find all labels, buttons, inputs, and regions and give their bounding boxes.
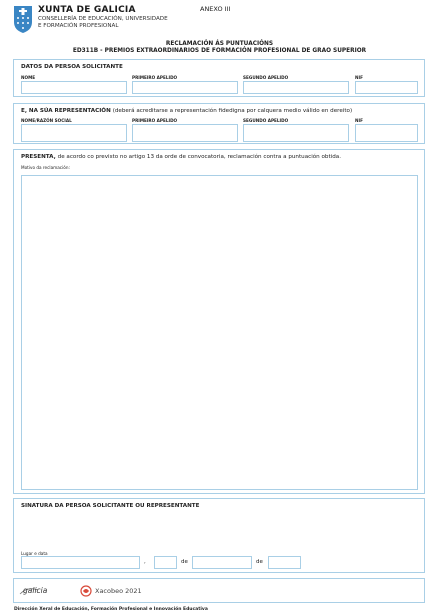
claim-reason-label: Motivo da reclamación:: [21, 165, 70, 170]
representative-nif-field[interactable]: [355, 124, 418, 142]
applicant-nif-label: NIF: [355, 75, 363, 80]
representative-surname2-field[interactable]: [243, 124, 349, 142]
de-separator-1: de: [181, 559, 188, 565]
footer-text: Dirección Xeral de Educación, Formación Profesional e Innovación Educativa: [14, 607, 208, 612]
representative-nif-label: NIF: [355, 118, 363, 123]
representative-surname1-label: PRIMEIRO APELIDO: [132, 118, 178, 123]
year-field[interactable]: [268, 556, 301, 569]
representative-name-label: NOME/RAZÓN SOCIAL: [21, 118, 72, 123]
form-subtitle: ED311B - PREMIOS EXTRAORDINARIOS DE FORMACIÓN PROFESIONAL DE GRAO SUPERIOR: [72, 48, 367, 54]
comma-separator: ,: [144, 559, 146, 565]
de-separator-2: de: [256, 559, 263, 565]
department-line-2: E FORMACIÓN PROFESIONAL: [38, 23, 119, 29]
xacobeo-text: Xacobeo 2021: [95, 587, 142, 595]
representative-surname1-field[interactable]: [132, 124, 238, 142]
department-name: [38, 16, 168, 30]
department-line-1: CONSELLERÍA DE EDUCACIÓN, UNIVERSIDADE: [38, 16, 168, 22]
claim-title-bold: PRESENTA,: [21, 154, 56, 160]
claim-section-title: [21, 154, 341, 160]
applicant-nif-field[interactable]: [355, 81, 418, 94]
claim-reason-field[interactable]: [21, 175, 418, 490]
xacobeo-icon: [80, 585, 92, 597]
representative-section-title: [21, 108, 352, 114]
xunta-logo-name: XUNTA DE GALICIA: [38, 5, 136, 15]
applicant-surname1-field[interactable]: [132, 81, 238, 94]
representative-section: [13, 103, 425, 144]
applicant-surname2-label: SEGUNDO APELIDO: [243, 75, 289, 80]
form-title: RECLAMACIÓN ÁS PUNTUACIÓNS: [165, 41, 274, 47]
claim-section: [13, 149, 425, 494]
document-header: [12, 3, 432, 39]
applicant-surname2-field[interactable]: [243, 81, 349, 94]
month-field[interactable]: [192, 556, 252, 569]
representative-name-field[interactable]: [21, 124, 127, 142]
day-field[interactable]: [154, 556, 177, 569]
representative-title-note: (deberá acreditarse a representación fidedigna por calquera medio válido en dereito): [112, 108, 353, 114]
place-field[interactable]: [21, 556, 140, 569]
signature-section-title: SINATURA DA PERSOA SOLICITANTE OU REPRESENTANTE: [21, 503, 200, 509]
galicia-logo: galicia: [23, 586, 48, 595]
place-date-label: Lugar e data: [21, 551, 48, 556]
representative-surname2-label: SEGUNDO APELIDO: [243, 118, 289, 123]
annex-label: ANEXO III: [200, 5, 231, 13]
applicant-name-field[interactable]: [21, 81, 127, 94]
applicant-surname1-label: PRIMEIRO APELIDO: [132, 75, 178, 80]
applicant-section: [13, 59, 425, 97]
logos-section: [13, 578, 425, 603]
representative-title-bold: E, NA SÚA REPRESENTACIÓN: [21, 108, 111, 114]
signature-section: [13, 498, 425, 573]
claim-title-note: de acordo co previsto no artigo 13 da orde de convocatoria, reclamación contra a puntuación obtida.: [57, 154, 341, 160]
xunta-seal-icon: [12, 4, 34, 34]
applicant-section-title: DATOS DA PERSOA SOLICITANTE: [21, 64, 123, 70]
applicant-name-label: NOME: [21, 75, 36, 80]
